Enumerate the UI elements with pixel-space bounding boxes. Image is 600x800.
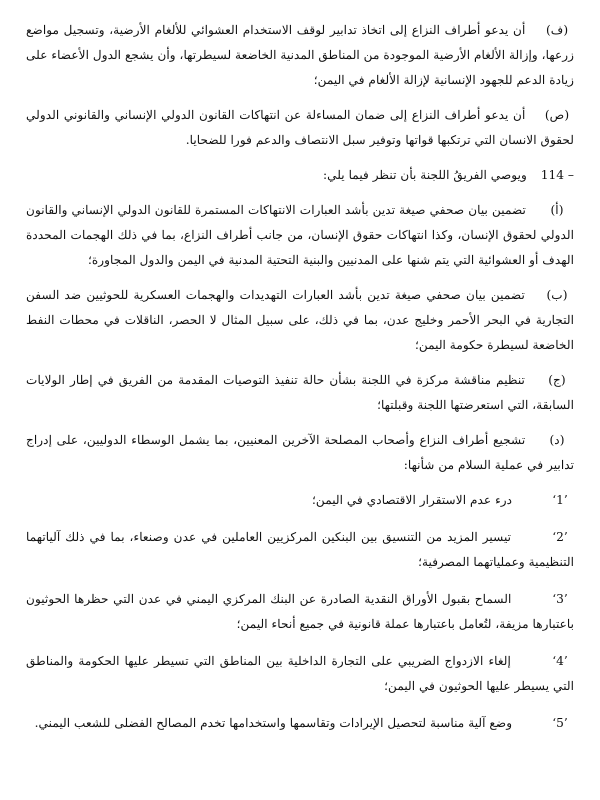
paragraph-text: أن يدعو أطراف النزاع إلى اتخاذ تدابير لوقف الاستخدام العشوائي للألغام الأرضية، وتسجيل مواضع زرعها، وإزالة الألغام الأرضية الموجودة من المناطق المدنية الخاضعة لسيطرتها، وأن يشجع الدول الأعضاء على زيادة الدعم للجهود الإنسانية لإزالة الألغام في اليمن؛	[26, 23, 574, 87]
item-label: (د)	[549, 433, 565, 447]
item-text: تشجيع أطراف النزاع وأصحاب المصلحة الآخرين المعنيين، بما يشمل الوسطاء الدوليين، على إدراج تدابير في عملية السلام من شأنها:	[26, 433, 574, 472]
paragraph-fa	[26, 18, 574, 93]
subitem-4	[26, 649, 574, 699]
item-label: (ج)	[548, 373, 566, 387]
subitem-1	[26, 488, 574, 513]
subitem-text: إلغاء الازدواج الضريبي على التجارة الداخلية بين المناطق التي تسيطر عليها الحكومة والمناطق التي يسيطر عليها الحوثيون في اليمن؛	[26, 654, 574, 693]
paragraph-sad	[26, 103, 574, 153]
subitem-2	[26, 525, 574, 575]
subitem-text: درء عدم الاستقرار الاقتصادي في اليمن؛	[312, 493, 513, 507]
item-d	[26, 428, 574, 478]
item-text: تضمين بيان صحفي صيغة تدين بأشد العبارات الانتهاكات المستمرة للقانون الدولي الإنساني والقانون الدولي لحقوق الإنسان، وكذا انتهاكات حقوق الإنسان، من جانب أطراف النزاع، بما في ذلك الهجمات المحددة الهدف أو العشوائية التي يتم شنها على المدنيين والبنية التحتية المدنية في اليمن والدول المجاورة؛	[26, 203, 574, 267]
section-number: 114 –	[540, 168, 574, 182]
subitem-label: ‘3’	[552, 592, 568, 606]
item-text: تنظيم مناقشة مركزة في اللجنة بشأن حالة تنفيذ التوصيات المقدمة من الفريق في إطار الولايات السابقة، التي استعرضتها اللجنة وقبلتها؛	[26, 373, 574, 412]
section-114	[26, 163, 574, 188]
item-label: (ب)	[546, 288, 568, 302]
subitem-text: السماح بقبول الأوراق النقدية الصادرة عن البنك المركزي اليمني في عدن التي حظرها الحوثيون باعتبارها مزيفة، لتُعامل باعتبارها عملة قانونية في جميع أنحاء اليمن؛	[26, 592, 574, 631]
item-text: تضمين بيان صحفي صيغة تدين بأشد العبارات التهديدات والهجمات العسكرية للحوثيين ضد السفن التجارية في البحر الأحمر وخليج عدن، بما في ذلك، على سبيل المثال لا الحصر، الناقلات في محطات النفط الخاضعة لسيطرة حكومة اليمن؛	[26, 288, 574, 352]
subitem-label: ‘2’	[552, 530, 568, 544]
paragraph-label: (ص)	[544, 108, 570, 122]
subitem-label: ‘1’	[552, 493, 568, 507]
item-a	[26, 198, 574, 273]
item-b	[26, 283, 574, 358]
subitem-text: وضع آلية مناسبة لتحصيل الإيرادات وتقاسمها واستخدامها تخدم المصالح الفضلى للشعب اليمني.	[34, 716, 513, 730]
subitem-text: تيسير المزيد من التنسيق بين البنكين المركزيين العاملين في عدن وصنعاء، بما في ذلك آلياتهما التنظيمية وعملياتهما المصرفية؛	[26, 530, 574, 569]
subitem-label: ‘4’	[552, 654, 568, 668]
paragraph-text: أن يدعو أطراف النزاع إلى ضمان المساءلة عن انتهاكات القانون الدولي الإنساني والقانوني الدولي لحقوق الانسان التي ترتكبها قواتها وتوفير سبل الانتصاف والدعم فورا للضحايا.	[26, 108, 574, 147]
item-c	[26, 368, 574, 418]
item-label: (أ)	[550, 203, 564, 217]
subitem-5	[26, 711, 574, 736]
paragraph-label: (ف)	[545, 23, 569, 37]
subitem-3	[26, 587, 574, 637]
subitem-label: ‘5’	[552, 716, 568, 730]
section-text: ويوصي الفريقُ اللجنة بأن تنظر فيما يلي:	[323, 168, 527, 182]
